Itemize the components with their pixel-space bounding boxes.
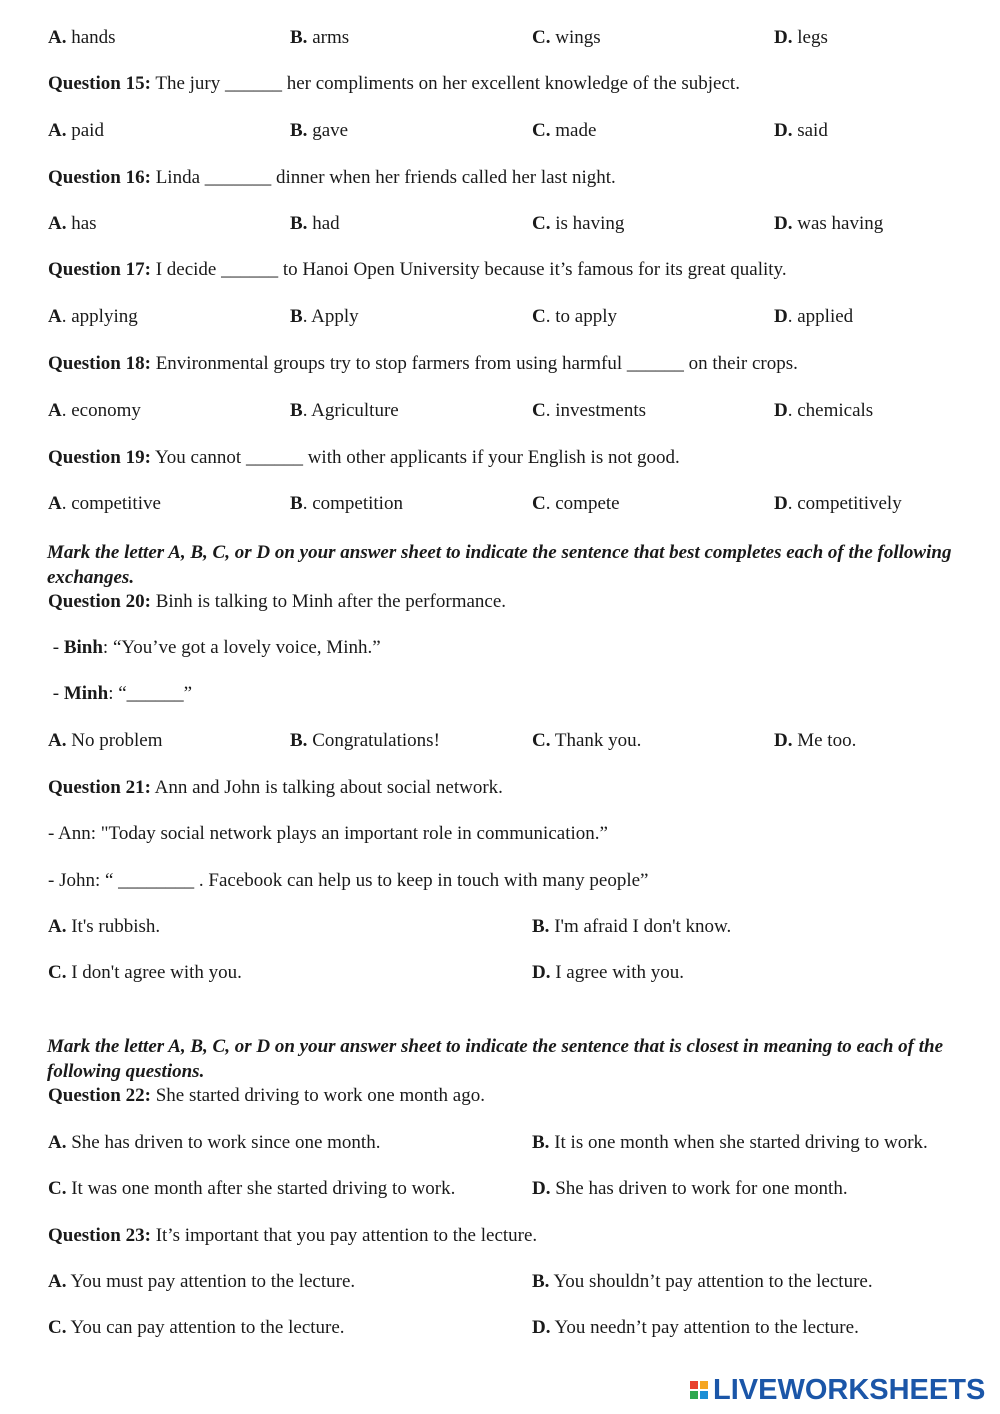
option-letter: B. bbox=[532, 1271, 550, 1292]
option-letter: B. bbox=[290, 730, 308, 751]
logo-square-green bbox=[690, 1391, 698, 1399]
q16-option-c[interactable] bbox=[532, 212, 624, 236]
q22-stem bbox=[48, 1084, 485, 1108]
question-text: Environmental groups try to stop farmers from using harmful ______ on their crops. bbox=[150, 353, 798, 374]
q15-option-b[interactable] bbox=[290, 119, 348, 143]
question-label: Question 17: bbox=[48, 259, 151, 280]
option-text: . economy bbox=[61, 400, 141, 421]
q21-option-d[interactable] bbox=[532, 961, 684, 985]
option-letter: A bbox=[48, 400, 62, 421]
q21-dialogue-line-john: - John: “ ________ . Facebook can help us to keep in touch with many people” bbox=[48, 870, 649, 891]
dialogue-dash: - bbox=[48, 637, 64, 658]
question-label: Question 18: bbox=[48, 353, 151, 374]
question-text: Linda _______ dinner when her friends called her last night. bbox=[150, 167, 616, 188]
option-letter: A. bbox=[48, 1132, 67, 1153]
logo-square-blue bbox=[700, 1391, 708, 1399]
option-letter: C. bbox=[532, 120, 551, 141]
question-text: It’s important that you pay attention to the lecture. bbox=[150, 1225, 538, 1246]
q16-option-d[interactable] bbox=[774, 212, 883, 236]
q22-option-d[interactable] bbox=[532, 1177, 848, 1201]
option-text: Me too. bbox=[792, 730, 857, 751]
option-letter: B. bbox=[290, 27, 308, 48]
q20-option-b[interactable] bbox=[290, 729, 440, 753]
q20-option-d[interactable] bbox=[774, 729, 856, 753]
q18-option-d[interactable] bbox=[774, 399, 873, 423]
option-letter: C. bbox=[48, 962, 67, 983]
question-text: You cannot ______ with other applicants if your English is not good. bbox=[150, 447, 680, 468]
option-letter: B. bbox=[290, 120, 308, 141]
option-text: . Agriculture bbox=[302, 400, 399, 421]
q22-option-a[interactable] bbox=[48, 1131, 380, 1155]
option-text: . competition bbox=[302, 493, 403, 514]
q15-option-a[interactable] bbox=[48, 119, 104, 143]
q20-option-c[interactable] bbox=[532, 729, 641, 753]
option-text: made bbox=[550, 120, 597, 141]
option-letter: D. bbox=[774, 730, 793, 751]
q22-option-c[interactable] bbox=[48, 1177, 455, 1201]
option-text: No problem bbox=[66, 730, 163, 751]
q18-stem bbox=[48, 352, 798, 376]
question-text: Binh is talking to Minh after the performance. bbox=[150, 591, 507, 612]
option-text: It is one month when she started driving to work. bbox=[549, 1132, 928, 1153]
option-letter: B. bbox=[532, 1132, 550, 1153]
speaker-name: Binh bbox=[63, 637, 103, 658]
q15-option-c[interactable] bbox=[532, 119, 596, 143]
q16-stem bbox=[48, 166, 616, 190]
option-letter: C bbox=[532, 400, 546, 421]
option-text: . applied bbox=[787, 306, 854, 327]
option-text: You must pay attention to the lecture. bbox=[66, 1271, 356, 1292]
q21-option-c[interactable] bbox=[48, 961, 242, 985]
option-text: . competitively bbox=[787, 493, 902, 514]
option-letter: A. bbox=[48, 916, 67, 937]
q15-stem bbox=[48, 72, 740, 96]
q21-stem bbox=[48, 776, 503, 800]
q19-option-d[interactable] bbox=[774, 492, 902, 516]
option-letter: D. bbox=[532, 1178, 551, 1199]
q17-option-d[interactable] bbox=[774, 305, 853, 329]
option-text: . chemicals bbox=[787, 400, 874, 421]
option-letter: B. bbox=[532, 916, 550, 937]
section-instruction-exchanges: Mark the letter A, B, C, or D on your answer sheet to indicate the sentence that best completes each of the following exchanges. bbox=[47, 542, 952, 588]
q23-option-d[interactable] bbox=[532, 1316, 859, 1340]
q14-option-c[interactable] bbox=[532, 26, 601, 50]
option-text: had bbox=[307, 213, 340, 234]
q17-option-c[interactable] bbox=[532, 305, 617, 329]
option-text: hands bbox=[66, 27, 116, 48]
option-text: Thank you. bbox=[550, 730, 642, 751]
option-letter: D. bbox=[532, 962, 551, 983]
option-letter: C. bbox=[48, 1178, 67, 1199]
q18-option-c[interactable] bbox=[532, 399, 646, 423]
q14-option-b[interactable] bbox=[290, 26, 349, 50]
option-letter: D. bbox=[774, 120, 793, 141]
option-letter: B bbox=[290, 400, 303, 421]
liveworksheets-logo[interactable] bbox=[690, 1374, 985, 1406]
q20-dialogue-line-minh bbox=[48, 682, 192, 706]
option-letter: C bbox=[532, 493, 546, 514]
option-letter: A. bbox=[48, 27, 67, 48]
option-letter: A. bbox=[48, 1271, 67, 1292]
option-text: You can pay attention to the lecture. bbox=[66, 1317, 345, 1338]
speaker-name: Minh bbox=[63, 683, 109, 704]
q22-option-b[interactable] bbox=[532, 1131, 928, 1155]
option-text: wings bbox=[550, 27, 601, 48]
q18-option-a[interactable] bbox=[48, 399, 141, 423]
option-text: legs bbox=[792, 27, 828, 48]
question-text: I decide ______ to Hanoi Open University because it’s famous for its great quality. bbox=[150, 259, 787, 280]
option-text: It's rubbish. bbox=[66, 916, 161, 937]
option-text: paid bbox=[66, 120, 104, 141]
section-instruction-closest-meaning: Mark the letter A, B, C, or D on your answer sheet to indicate the sentence that is closest in meaning to each of the following questions. bbox=[47, 1036, 944, 1082]
q14-option-a[interactable] bbox=[48, 26, 116, 50]
q21-dialogue-line-ann: - Ann: "Today social network plays an important role in communication.” bbox=[48, 823, 608, 844]
option-text: . Apply bbox=[302, 306, 359, 327]
q23-option-b[interactable] bbox=[532, 1270, 873, 1294]
q19-option-a[interactable] bbox=[48, 492, 161, 516]
option-letter: D bbox=[774, 306, 788, 327]
question-text: The jury ______ her compliments on her excellent knowledge of the subject. bbox=[150, 73, 740, 94]
q23-option-c[interactable] bbox=[48, 1316, 345, 1340]
logo-square-orange bbox=[700, 1381, 708, 1389]
option-text: You shouldn’t pay attention to the lecture. bbox=[549, 1271, 873, 1292]
question-label: Question 21: bbox=[48, 777, 151, 798]
q17-option-a[interactable] bbox=[48, 305, 138, 329]
option-letter: A. bbox=[48, 213, 67, 234]
option-text: It was one month after she started driving to work. bbox=[66, 1178, 456, 1199]
option-letter: C. bbox=[532, 730, 551, 751]
logo-wordmark: LIVEWORKSHEETS bbox=[713, 1374, 986, 1406]
q19-option-b[interactable] bbox=[290, 492, 403, 516]
question-label: Question 22: bbox=[48, 1085, 151, 1106]
option-text: said bbox=[792, 120, 828, 141]
option-letter: D. bbox=[532, 1317, 551, 1338]
option-text: Congratulations! bbox=[307, 730, 440, 751]
question-label: Question 20: bbox=[48, 591, 151, 612]
option-letter: B bbox=[290, 493, 303, 514]
option-letter: C. bbox=[48, 1317, 67, 1338]
option-letter: A. bbox=[48, 730, 67, 751]
option-letter: B bbox=[290, 306, 303, 327]
q14-option-d[interactable] bbox=[774, 26, 828, 50]
q23-option-a[interactable] bbox=[48, 1270, 355, 1294]
q18-option-b[interactable] bbox=[290, 399, 399, 423]
option-text: . applying bbox=[61, 306, 138, 327]
question-label: Question 19: bbox=[48, 447, 151, 468]
option-letter: D bbox=[774, 493, 788, 514]
q21-option-b[interactable] bbox=[532, 915, 731, 939]
option-text: She has driven to work since one month. bbox=[66, 1132, 381, 1153]
option-text: gave bbox=[307, 120, 349, 141]
q21-option-a[interactable] bbox=[48, 915, 160, 939]
dialogue-dash: - bbox=[48, 683, 64, 704]
option-text: I'm afraid I don't know. bbox=[549, 916, 732, 937]
q19-option-c[interactable] bbox=[532, 492, 620, 516]
option-letter: A bbox=[48, 493, 62, 514]
option-text: I don't agree with you. bbox=[66, 962, 242, 983]
option-text: is having bbox=[550, 213, 625, 234]
q20-stem bbox=[48, 590, 506, 614]
option-text: She has driven to work for one month. bbox=[550, 1178, 848, 1199]
option-text: was having bbox=[792, 213, 884, 234]
option-letter: A bbox=[48, 306, 62, 327]
option-letter: C. bbox=[532, 27, 551, 48]
q16-option-a[interactable] bbox=[48, 212, 97, 236]
option-text: . investments bbox=[545, 400, 647, 421]
question-label: Question 23: bbox=[48, 1225, 151, 1246]
question-label: Question 15: bbox=[48, 73, 151, 94]
dialogue-text: : “______” bbox=[108, 683, 193, 704]
question-text: Ann and John is talking about social network. bbox=[150, 777, 503, 798]
option-text: You needn’t pay attention to the lecture. bbox=[550, 1317, 859, 1338]
logo-square-red bbox=[690, 1381, 698, 1389]
option-letter: C bbox=[532, 306, 546, 327]
option-text: has bbox=[66, 213, 97, 234]
option-text: . compete bbox=[545, 493, 620, 514]
q17-option-b[interactable] bbox=[290, 305, 359, 329]
option-text: . competitive bbox=[61, 493, 161, 514]
q23-stem bbox=[48, 1224, 537, 1248]
dialogue-text: : “You’ve got a lovely voice, Minh.” bbox=[102, 637, 381, 658]
question-text: She started driving to work one month ago. bbox=[150, 1085, 485, 1106]
option-letter: B. bbox=[290, 213, 308, 234]
option-text: arms bbox=[307, 27, 350, 48]
option-letter: C. bbox=[532, 213, 551, 234]
q17-stem bbox=[48, 258, 787, 282]
option-letter: A. bbox=[48, 120, 67, 141]
option-letter: D. bbox=[774, 27, 793, 48]
q16-option-b[interactable] bbox=[290, 212, 340, 236]
q20-dialogue-line-binh bbox=[48, 636, 381, 660]
q19-stem bbox=[48, 446, 680, 470]
option-text: . to apply bbox=[545, 306, 617, 327]
question-label: Question 16: bbox=[48, 167, 151, 188]
liveworksheets-logo-icon bbox=[690, 1381, 708, 1399]
q15-option-d[interactable] bbox=[774, 119, 828, 143]
option-letter: D bbox=[774, 400, 788, 421]
option-letter: D. bbox=[774, 213, 793, 234]
q20-option-a[interactable] bbox=[48, 729, 163, 753]
option-text: I agree with you. bbox=[550, 962, 684, 983]
